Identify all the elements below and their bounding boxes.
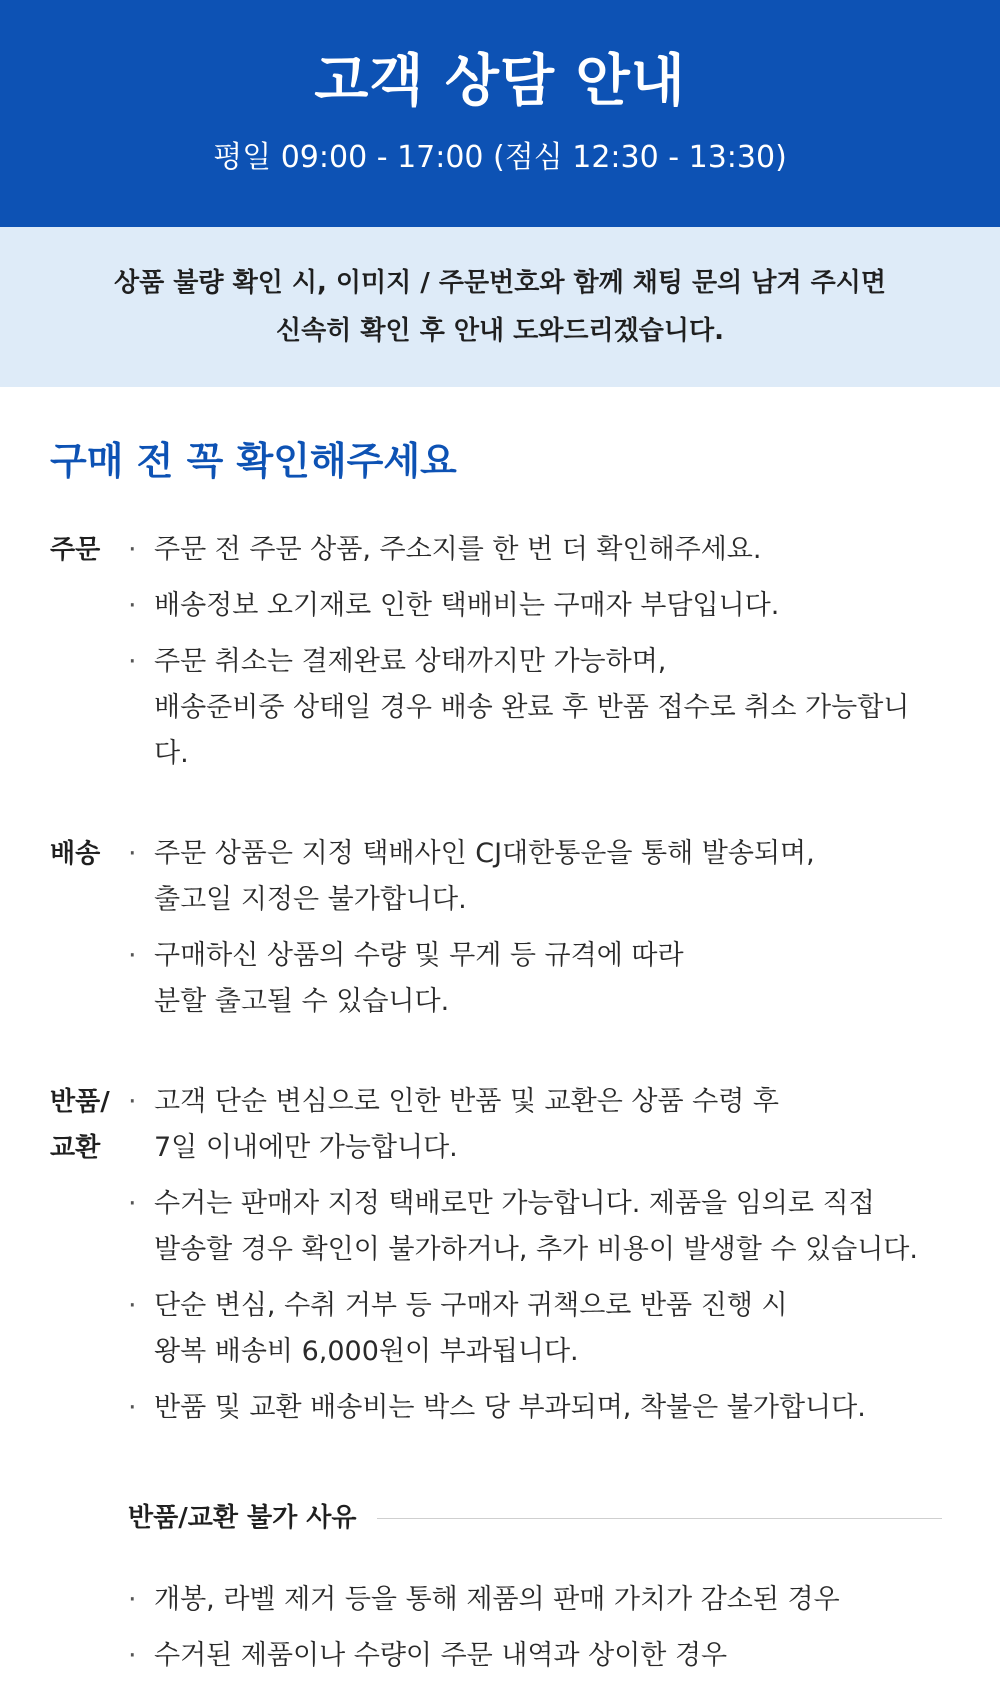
notice-line: 신속히 확인 후 안내 도와드리겠습니다.	[276, 316, 724, 346]
item-text: · 주문 전 주문 상품, 주소지를 한 번 더 확인해주세요.	[154, 534, 762, 565]
item-text: 발송할 경우 확인이 불가하거나, 추가 비용이 발생할 수 있습니다.	[154, 1234, 918, 1265]
list-item	[128, 1577, 942, 1623]
order-group	[50, 527, 942, 787]
list-item	[128, 1385, 942, 1431]
non-returnable-heading	[128, 1495, 942, 1541]
item-text: · 주문 취소는 결제완료 상태까지만 가능하며,	[154, 646, 667, 677]
non-returnable-list	[128, 1577, 942, 1679]
list-item	[128, 583, 942, 629]
group-label	[50, 527, 128, 787]
shipping-group	[50, 831, 942, 1035]
page-title: 고객 상담 안내	[314, 49, 686, 114]
list-item	[128, 527, 942, 573]
subheading-text: 반품/교환 불가 사유	[128, 1503, 357, 1533]
item-text: 왕복 배송비 6,000원이 부과됩니다.	[154, 1336, 579, 1367]
item-text: · 반품 및 교환 배송비는 박스 당 부과되며, 착불은 불가합니다.	[154, 1392, 866, 1423]
business-hours: 평일 09:00 - 17:00 (점심 12:30 - 13:30)	[213, 140, 787, 175]
group-label-text: 교환	[50, 1133, 101, 1163]
item-text: 출고일 지정은 불가합니다.	[154, 884, 467, 915]
shipping-list	[128, 831, 942, 1035]
item-text: · 구매하신 상품의 수량 및 무게 등 규격에 따라	[154, 940, 684, 971]
item-text: · 수거는 판매자 지정 택배로만 가능합니다. 제품을 임의로 직접	[154, 1188, 875, 1219]
list-item	[128, 639, 942, 777]
item-text: 7일 이내에만 가능합니다.	[154, 1132, 458, 1163]
returns-list	[128, 1079, 942, 1441]
list-item	[128, 831, 942, 923]
group-label	[50, 831, 128, 1035]
item-text: · 단순 변심, 수취 거부 등 구매자 귀책으로 반품 진행 시	[154, 1290, 788, 1321]
list-item	[128, 933, 942, 1025]
group-label-text: 배송	[50, 839, 101, 869]
item-text: · 고객 단순 변심으로 인한 반품 및 교환은 상품 수령 후	[154, 1086, 779, 1117]
item-text: 배송준비중 상태일 경우 배송 완료 후 반품 접수로 취소 가능합니다.	[154, 692, 910, 769]
item-text: 분할 출고될 수 있습니다.	[154, 986, 450, 1017]
divider	[377, 1518, 942, 1519]
notice-line: 상품 불량 확인 시, 이미지 / 주문번호와 함께 채팅 문의 남겨 주시면	[114, 268, 886, 298]
item-text: · 개봉, 라벨 제거 등을 통해 제품의 판매 가치가 감소된 경우	[154, 1584, 840, 1615]
list-item	[128, 1283, 942, 1375]
group-label	[50, 1079, 128, 1441]
returns-group	[50, 1079, 942, 1441]
item-text: · 수거된 제품이나 수량이 주문 내역과 상이한 경우	[154, 1640, 728, 1671]
list-item	[128, 1079, 942, 1171]
group-label-text: 반품/	[50, 1087, 110, 1117]
item-text: · 배송정보 오기재로 인한 택배비는 구매자 부담입니다.	[154, 590, 780, 621]
item-text: · 주문 상품은 지정 택배사인 CJ대한통운을 통해 발송되며,	[154, 838, 815, 869]
order-list	[128, 527, 942, 787]
notice-banner	[0, 227, 1000, 387]
header-banner	[0, 0, 1000, 227]
list-item	[128, 1181, 942, 1273]
list-item	[128, 1633, 942, 1679]
section-title: 구매 전 꼭 확인해주세요	[50, 439, 457, 483]
policy-content	[0, 387, 1000, 1679]
group-label-text: 주문	[50, 535, 101, 565]
